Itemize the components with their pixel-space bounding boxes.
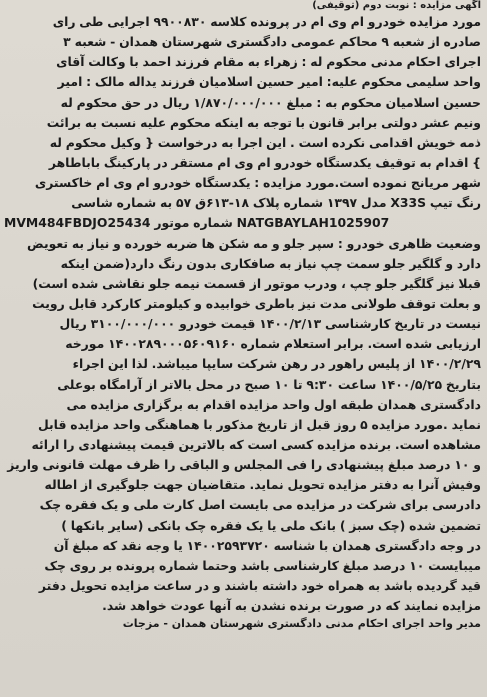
- notice-line: قید گردیده باشد به همراه خود داشته باشند و در ساعت مزایده تحویل دفتر: [38, 577, 481, 593]
- notice-line: وضعیت ظاهری خودرو : سپر جلو و مه شکن ها ضربه خورده و نیاز به تعویض: [27, 235, 481, 251]
- notice-body: [4, 12, 481, 616]
- notice-header: آگهی مزایده : نوبت دوم (توقیفی): [312, 0, 481, 11]
- notice-line: مزایده نمایند که در صورت برنده نشدن به آنها عودت خواهد شد.: [102, 598, 481, 614]
- notice-line: اجرای احکام مدنی محکوم له : زهراء به مقام فرزند احمد با وکالت آقای: [56, 54, 481, 70]
- notice-line: تضمین شده (چک سبز ) بانک ملی یا یک فقره چک بانکی (سایر بانکها ): [61, 517, 481, 533]
- notice-line: قبلا نیز گلگیر جلو چپ ، ودرب موتور از قسمت نیمه جلو نقاشی شده است): [32, 275, 481, 291]
- notice-line: نماید .مورد مزایده ۵ روز قبل از تاریخ مذکور با هماهنگی واحد مزایده قابل: [37, 416, 481, 432]
- notice-line: ۱۴۰۰/۲/۲۹ از پلیس راهور در رهن شرکت سایپا میباشد. لذا این اجراء: [72, 356, 481, 372]
- notice-line: شهر مریانج نموده است.مورد مزایده : یکدستگاه خودرو ام وی ام خاکستری: [34, 175, 481, 191]
- notice-line: میبایست ۱۰ درصد مبلغ کارشناسی باشد وحتما شماره پرونده بر روی چک: [44, 557, 481, 573]
- notice-line: حسین اسلامیان محکوم به : مبلغ ۱/۸۷۰/۰۰۰/۰۰۰ ریال در حق محکوم له: [60, 94, 481, 110]
- notice-line: در وجه دادگستری همدان با شناسه ۱۴۰۰۲۵۹۳۷۲۰ یا وجه نقد که مبلغ آن: [53, 537, 481, 553]
- notice-line: ذمه خویش اقدامی نکرده است . این اجرا به درخواست { وکیل محکوم له: [49, 134, 481, 150]
- notice-line: واحد سلیمی محکوم علیه: امیر حسین اسلامیان فرزند یداله مالک : امیر: [57, 74, 481, 90]
- notice-line: دارد و گلگیر جلو سمت چپ نیاز به صافکاری بدون رنگ دارد(ضمن اینکه: [60, 255, 481, 271]
- notice-line: } اقدام به توقیف یکدستگاه خودرو ام وی ام مستقر در پارکینگ باباطاهر: [48, 154, 481, 170]
- notice-line: دادگستری همدان طبقه اول واحد مزایده اقدام به برگزاری مزایده می: [66, 396, 481, 412]
- notice-line: صادره از شعبه ۹ محاکم عمومی دادگستری شهرستان همدان - شعبه ۳: [63, 34, 481, 50]
- notice-line: دادرسی برای شرکت در مزایده می بایست اصل کارت ملی و یک فقره چک: [39, 497, 481, 513]
- notice-footer-signature: مدیر واحد اجرای احکام مدنی دادگستری شهرستان همدان - مزجات: [122, 617, 481, 631]
- notice-line: مورد مزایده خودرو ام وی ام در پرونده کلاسه ۹۹۰۰۸۳۰ اجرایی طی رای: [52, 14, 481, 29]
- notice-line: بتاریخ ۱۴۰۰/۵/۲۵ ساعت ۹:۳۰ تا ۱۰ صبح در محل بالاتر از آرامگاه بوعلی: [57, 376, 481, 392]
- notice-line: وفیش آنرا به دفتر مزایده تحویل نماید. متقاضیان جهت جلوگیری از اطاله: [44, 477, 481, 493]
- notice-line: ارزیابی شده است. برابر استعلام شماره ۱۴۰۰۲۸۹۰۰۰۵۶۰۹۱۶۰ مورخه: [65, 336, 481, 352]
- notice-line: ونیم عشر دولتی برابر قانون با توجه به اینکه محکوم علیه نسبت به برائت: [46, 114, 481, 130]
- vin-engine-line: MVM484FBDJO25434 شماره موتور NATGBAYLAH1025907: [4, 215, 390, 231]
- notice-line: و ۱۰ درصد مبلغ پیشنهادی را فی المجلس و الباقی را ظرف مهلت قانونی واریز: [7, 457, 481, 473]
- notice-line: نیست در تاریخ کارشناسی ۱۴۰۰/۲/۱۳ قیمت خودرو ۳۱۰۰/۰۰۰/۰۰۰ ریال: [59, 316, 481, 332]
- notice-line: مشاهده است. برنده مزایده کسی است که بالاترین قیمت پیشنهادی را ارائه: [31, 436, 481, 452]
- notice-line: و بعلت توقف طولانی مدت نیز باطری خوابیده و کیلومتر کارکرد قابل رویت: [32, 295, 481, 311]
- notice-line: رنگ تیپ X33S مدل ۱۳۹۷ شماره پلاک ۱۸-۶۱۳ق ۵۷ به شماره شاسی: [71, 195, 481, 211]
